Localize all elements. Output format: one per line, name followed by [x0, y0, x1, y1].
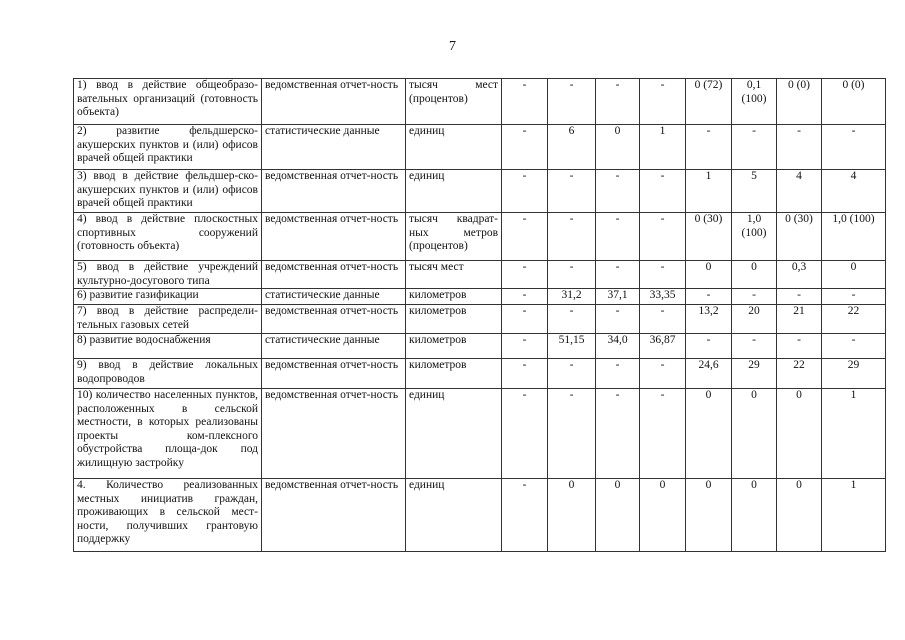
unit-cell: километров [406, 289, 502, 305]
value-cell: - [502, 389, 548, 479]
value-cell: - [502, 305, 548, 334]
indicator-cell: 6) развитие газификации [74, 289, 262, 305]
value-cell: - [596, 213, 640, 261]
source-cell: ведомственная отчет-ность [262, 389, 406, 479]
indicator-cell: 2) развитие фельдшерско-акушерских пунктов и (или) офисов врачей общей практики [74, 125, 262, 170]
value-cell: 0 [777, 479, 822, 552]
source-cell: ведомственная отчет-ность [262, 359, 406, 389]
value-cell: 34,0 [596, 334, 640, 359]
value-cell: - [777, 289, 822, 305]
value-cell: - [502, 289, 548, 305]
value-cell: 0 (0) [822, 79, 886, 125]
unit-cell: километров [406, 359, 502, 389]
unit-cell: тысяч мест (процентов) [406, 79, 502, 125]
value-cell: 0 [732, 389, 777, 479]
value-cell: 0 [596, 125, 640, 170]
source-cell: ведомственная отчет-ность [262, 261, 406, 289]
value-cell: - [502, 213, 548, 261]
indicator-cell: 4) ввод в действие плоскостных спортивных сооружений (готовность объекта) [74, 213, 262, 261]
value-cell: - [640, 389, 686, 479]
value-cell: 1 [822, 389, 886, 479]
value-cell: 29 [822, 359, 886, 389]
value-cell: 36,87 [640, 334, 686, 359]
value-cell: 21 [777, 305, 822, 334]
value-cell: 1 [822, 479, 886, 552]
value-cell: 0 [686, 389, 732, 479]
value-cell: 22 [777, 359, 822, 389]
source-cell: ведомственная отчет-ность [262, 305, 406, 334]
table-row [74, 125, 886, 170]
indicator-cell: 5) ввод в действие учреждений культурно-досугового типа [74, 261, 262, 289]
value-cell: 24,6 [686, 359, 732, 389]
unit-cell: километров [406, 334, 502, 359]
value-cell: 22 [822, 305, 886, 334]
source-cell: ведомственная отчет-ность [262, 79, 406, 125]
value-cell: 0 (30) [777, 213, 822, 261]
value-cell: 0 [640, 479, 686, 552]
source-cell: ведомственная отчет-ность [262, 170, 406, 213]
value-cell: 13,2 [686, 305, 732, 334]
indicator-cell: 8) развитие водоснабжения [74, 334, 262, 359]
value-cell: 0 (0) [777, 79, 822, 125]
value-cell: - [502, 359, 548, 389]
table-row [74, 213, 886, 261]
value-cell: 0 (72) [686, 79, 732, 125]
value-cell: - [548, 261, 596, 289]
page-number: 7 [449, 39, 456, 54]
value-cell: 0,1 (100) [732, 79, 777, 125]
value-cell: - [548, 389, 596, 479]
unit-cell: единиц [406, 389, 502, 479]
indicator-cell: 3) ввод в действие фельдшер-ско-акушерских пунктов и (или) офисов врачей общей практики [74, 170, 262, 213]
unit-cell: тысяч мест [406, 261, 502, 289]
value-cell: - [822, 125, 886, 170]
value-cell: 29 [732, 359, 777, 389]
table-row [74, 389, 886, 479]
value-cell: - [548, 359, 596, 389]
source-cell: статистические данные [262, 289, 406, 305]
value-cell: 0 [732, 479, 777, 552]
value-cell: 0 [596, 479, 640, 552]
source-cell: статистические данные [262, 125, 406, 170]
value-cell: - [822, 334, 886, 359]
value-cell: - [732, 125, 777, 170]
value-cell: - [596, 389, 640, 479]
value-cell: - [502, 334, 548, 359]
indicator-cell: 9) ввод в действие локальных водопроводов [74, 359, 262, 389]
value-cell: 0 [822, 261, 886, 289]
indicator-cell: 10) количество населенных пунктов, расположенных в сельской местности, в которых реализованы проекты ком-плексного обустройства площа-док под жилищную застройку [74, 389, 262, 479]
value-cell: - [640, 170, 686, 213]
value-cell: - [686, 289, 732, 305]
value-cell: - [686, 125, 732, 170]
value-cell: 51,15 [548, 334, 596, 359]
table-row [74, 334, 886, 359]
value-cell: - [502, 479, 548, 552]
value-cell: 31,2 [548, 289, 596, 305]
value-cell: - [732, 334, 777, 359]
value-cell: - [548, 213, 596, 261]
table-row [74, 289, 886, 305]
value-cell: - [777, 125, 822, 170]
value-cell: - [640, 359, 686, 389]
value-cell: - [640, 305, 686, 334]
value-cell: - [777, 334, 822, 359]
value-cell: - [640, 213, 686, 261]
value-cell: 0 [548, 479, 596, 552]
table-row [74, 261, 886, 289]
value-cell: 1,0 (100) [732, 213, 777, 261]
value-cell: - [686, 334, 732, 359]
value-cell: 0 (30) [686, 213, 732, 261]
source-cell: ведомственная отчет-ность [262, 479, 406, 552]
value-cell: - [596, 305, 640, 334]
value-cell: 4 [777, 170, 822, 213]
value-cell: - [548, 79, 596, 125]
value-cell: - [596, 170, 640, 213]
value-cell: - [640, 79, 686, 125]
unit-cell: тысяч квадрат-ных метров (процентов) [406, 213, 502, 261]
value-cell: - [732, 289, 777, 305]
value-cell: 1 [686, 170, 732, 213]
value-cell: 6 [548, 125, 596, 170]
value-cell: - [502, 79, 548, 125]
source-cell: статистические данные [262, 334, 406, 359]
value-cell: 37,1 [596, 289, 640, 305]
unit-cell: единиц [406, 170, 502, 213]
value-cell: 5 [732, 170, 777, 213]
indicator-cell: 1) ввод в действие общеобразо-вательных организаций (готовность объекта) [74, 79, 262, 125]
value-cell: - [822, 289, 886, 305]
unit-cell: единиц [406, 125, 502, 170]
value-cell: 0 [777, 389, 822, 479]
indicators-table [73, 78, 886, 552]
source-cell: ведомственная отчет-ность [262, 213, 406, 261]
value-cell: - [502, 170, 548, 213]
table-row [74, 479, 886, 552]
indicator-cell: 4. Количество реализованных местных инициатив граждан, проживающих в сельской мест-ности, получивших грантовую поддержку [74, 479, 262, 552]
table-row [74, 170, 886, 213]
unit-cell: единиц [406, 479, 502, 552]
value-cell: - [596, 359, 640, 389]
value-cell: - [548, 305, 596, 334]
value-cell: 1,0 (100) [822, 213, 886, 261]
value-cell: - [502, 125, 548, 170]
value-cell: 0,3 [777, 261, 822, 289]
value-cell: 0 [732, 261, 777, 289]
table-body [74, 79, 886, 552]
table-row [74, 359, 886, 389]
value-cell: 33,35 [640, 289, 686, 305]
value-cell: - [548, 170, 596, 213]
value-cell: 0 [686, 261, 732, 289]
value-cell: - [502, 261, 548, 289]
indicator-cell: 7) ввод в действие распредели-тельных газовых сетей [74, 305, 262, 334]
value-cell: 4 [822, 170, 886, 213]
value-cell: - [596, 261, 640, 289]
value-cell: 0 [686, 479, 732, 552]
unit-cell: километров [406, 305, 502, 334]
value-cell: - [640, 261, 686, 289]
table-row [74, 79, 886, 125]
value-cell: 1 [640, 125, 686, 170]
table-row [74, 305, 886, 334]
value-cell: 20 [732, 305, 777, 334]
value-cell: - [596, 79, 640, 125]
